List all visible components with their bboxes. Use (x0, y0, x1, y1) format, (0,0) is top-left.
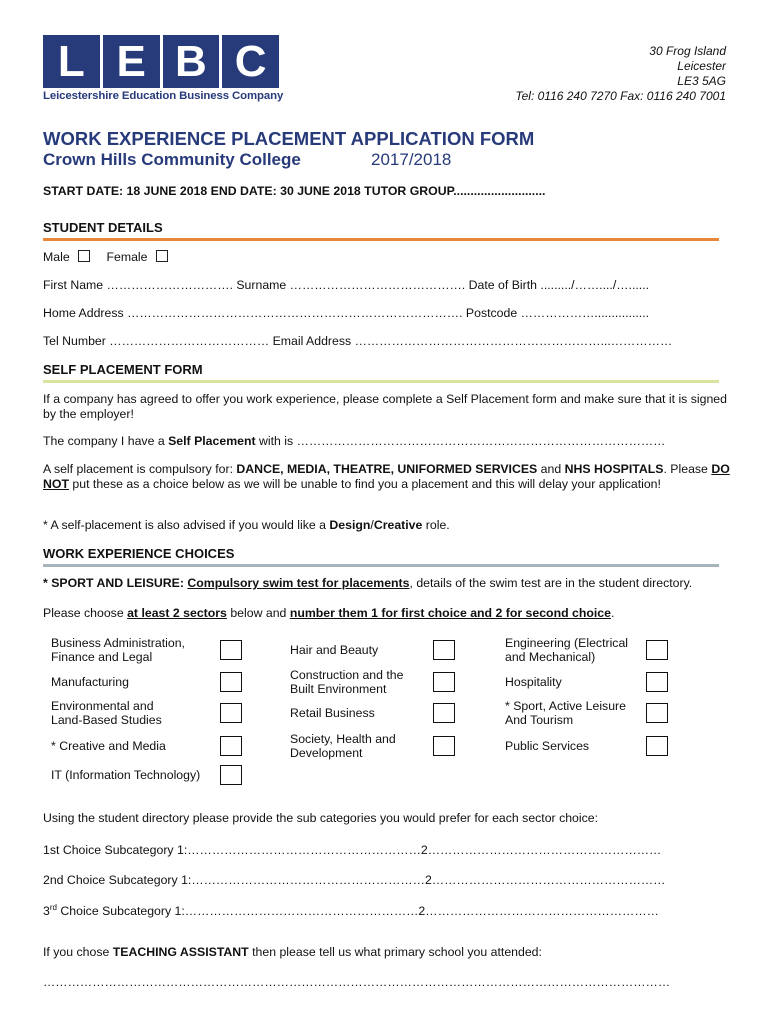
sector-choice-box[interactable] (433, 736, 455, 756)
text: with is ……………………………………………………………………………… (255, 434, 666, 448)
section-divider (43, 380, 719, 383)
sector-label: Retail Business (290, 706, 375, 720)
sector-label: * Sport, Active Leisure And Tourism (505, 699, 626, 727)
gender-row (43, 250, 168, 265)
self-placement-intro: If a company has agreed to offer you work experience, please complete a Self Placement form and make sure that it is signed by the employer! (43, 392, 727, 421)
text: and (537, 462, 565, 476)
text: A self placement is compulsory for: (43, 462, 237, 476)
text: , details of the swim test are in the student directory. (409, 576, 693, 590)
student-details-heading: STUDENT DETAILS (43, 220, 163, 235)
address-phone-fax: Tel: 0116 240 7270 Fax: 0116 240 7001 (515, 89, 726, 103)
male-checkbox[interactable] (78, 250, 90, 262)
sector-choice-box[interactable] (433, 640, 455, 660)
sector-choice-box[interactable] (220, 736, 242, 756)
logo-letter: C (222, 35, 279, 88)
text: 3 (43, 904, 50, 919)
sector-choice-box[interactable] (646, 640, 668, 660)
self-placement-company-field[interactable] (43, 434, 665, 449)
text-bold: * SPORT AND LEISURE: (43, 576, 188, 590)
sector-label: Engineering (Electrical and Mechanical) (505, 636, 629, 664)
sector-choice-box[interactable] (220, 765, 242, 785)
sector-choice-box[interactable] (220, 672, 242, 692)
sector-choice-box[interactable] (433, 672, 455, 692)
sector-label: IT (Information Technology) (51, 768, 201, 782)
work-choices-heading: WORK EXPERIENCE CHOICES (43, 546, 235, 561)
academic-year: 2017/2018 (371, 150, 452, 169)
third-choice-subcategory-field[interactable] (43, 901, 659, 919)
sector-label: Environmental and Land-Based Studies (51, 699, 162, 727)
text: Choice Subcategory 1:…………………………………………………2………………………………………………… (56, 904, 659, 919)
sector-choice-box[interactable] (646, 736, 668, 756)
section-divider (43, 238, 719, 241)
section-divider (43, 564, 719, 567)
sector-choice-box[interactable] (220, 640, 242, 660)
sector-label: Business Administration, Finance and Legal (51, 636, 185, 664)
text: / (370, 518, 374, 532)
text: then please tell us what primary school you attended: (248, 945, 542, 959)
text: The company I have a (43, 434, 169, 448)
logo-letters (43, 35, 279, 88)
form-title: WORK EXPERIENCE PLACEMENT APPLICATION FORM (43, 128, 535, 149)
text-bold-underline: number them 1 for first choice and 2 for second choice (289, 606, 611, 620)
address-postcode-field[interactable]: Home Address ………………………………………………………………………. Postcode ………………................ (43, 306, 650, 320)
logo-letter: L (43, 35, 100, 88)
sector-choice-box[interactable] (646, 672, 668, 692)
text: . Please (663, 462, 712, 476)
logo-company-name: Leicestershire Education Business Company (43, 90, 284, 102)
sector-label: Construction and the Built Environment (290, 668, 404, 696)
teaching-assistant-question (43, 945, 542, 960)
text-bold-underline: at least 2 sectors (127, 606, 227, 620)
sector-label: Hair and Beauty (290, 643, 379, 657)
address-line: LE3 5AG (677, 74, 726, 88)
text-bold: NHS HOSPITALS (564, 462, 664, 476)
sector-label: Society, Health and Development (290, 732, 396, 760)
ordinal-suffix: rd (49, 903, 57, 912)
text: below and (226, 606, 290, 620)
choose-instructions (43, 606, 614, 621)
subcategory-intro: Using the student directory please provide the sub categories you would prefer for each sector choice: (43, 811, 599, 825)
text: put these as a choice below as we will be unable to find you a placement and this will delay your application! (68, 476, 661, 491)
text: * A self-placement is also advised if you would like a (43, 518, 330, 532)
sector-label: * Creative and Media (51, 739, 166, 753)
sector-choice-box[interactable] (433, 703, 455, 723)
text: Please choose (43, 606, 128, 620)
address-line: Leicester (677, 59, 726, 73)
contact-address (515, 44, 726, 104)
name-dob-field[interactable]: First Name …………………………. Surname ……………………………………. Date of Birth ........./……..../…...... (43, 278, 650, 292)
text-bold: Self Placement (168, 434, 256, 448)
first-choice-subcategory-field[interactable]: 1st Choice Subcategory 1:…………………………………………………2………………………………………………… (43, 843, 662, 857)
text-bold: TEACHING ASSISTANT (112, 945, 249, 959)
sector-choice-box[interactable] (220, 703, 242, 723)
logo-letter: B (163, 35, 220, 88)
self-placement-compulsory (43, 462, 733, 491)
self-placement-advice (43, 518, 450, 533)
text: . (610, 606, 615, 620)
college-name: Crown Hills Community College (43, 150, 301, 169)
text-bold-underline: DO NOT (43, 462, 730, 491)
sector-label: Public Services (505, 739, 590, 753)
sector-label: Hospitality (505, 675, 562, 689)
sport-swim-note (43, 576, 692, 591)
text-bold: DANCE, MEDIA, THEATRE, UNIFORMED SERVICES (236, 462, 538, 476)
female-label: Female (106, 250, 148, 264)
text-bold: Design (329, 518, 371, 532)
tel-email-field[interactable]: Tel Number ………………………………… Email Address ……………………………………………………...…………… (43, 334, 673, 348)
text-bold-underline: Compulsory swim test for placements (187, 576, 410, 590)
male-label: Male (43, 250, 70, 264)
text: If you chose (43, 945, 113, 959)
text: role. (422, 518, 450, 532)
sector-label: Manufacturing (51, 675, 129, 689)
female-checkbox[interactable] (156, 250, 168, 262)
self-placement-heading: SELF PLACEMENT FORM (43, 362, 203, 377)
lebc-logo (43, 35, 284, 102)
placement-dates[interactable]: START DATE: 18 JUNE 2018 END DATE: 30 JUNE 2018 TUTOR GROUP........................... (43, 184, 546, 198)
primary-school-field[interactable]: ……………………………………………………………………………………………………………………………………… (43, 975, 671, 989)
address-line: 30 Frog Island (649, 44, 726, 58)
logo-letter: E (103, 35, 160, 88)
text-bold: Creative (373, 518, 423, 532)
second-choice-subcategory-field[interactable]: 2nd Choice Subcategory 1:…………………………………………………2………………………………………………… (43, 873, 666, 887)
sector-choice-box[interactable] (646, 703, 668, 723)
